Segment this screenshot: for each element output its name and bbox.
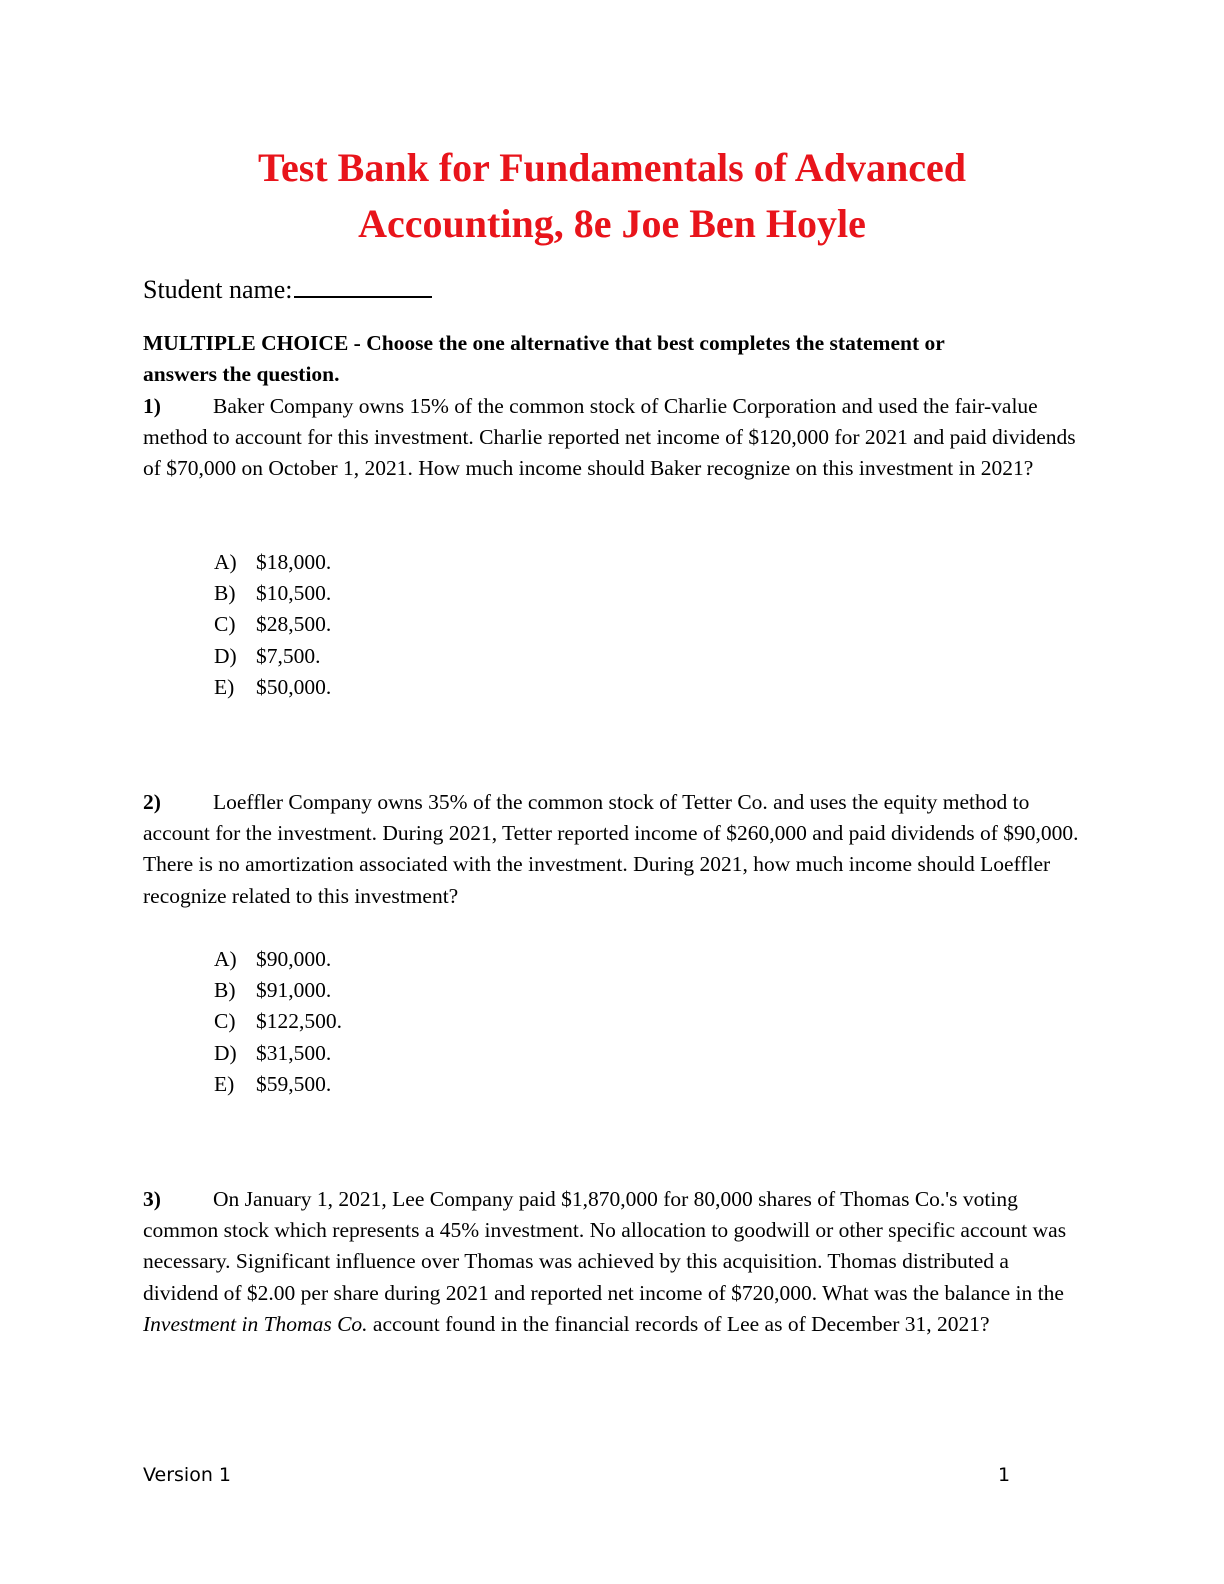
option-c: C) $122,500. <box>214 1009 342 1034</box>
question-1 <box>143 391 1083 485</box>
option-e: E) $59,500. <box>214 1071 332 1096</box>
student-name-field <box>143 272 432 307</box>
question-text: Baker Company owns 15% of the common stock of Charlie Corporation and used the fair-value method to account for this investment. Charlie reported net income of $120,000 for 2021 and paid dividends of $70,000 on October 1, 2021. How much income should Baker recognize on this investment in 2021? <box>143 394 1076 481</box>
question-number: 1) <box>143 394 161 418</box>
question-number: 2) <box>143 790 161 814</box>
instructions-line-1: MULTIPLE CHOICE - Choose the one alternative that best completes the statement or <box>143 331 945 355</box>
question-text: On January 1, 2021, Lee Company paid $1,870,000 for 80,000 shares of Thomas Co.'s voting common stock which represents a 45% investment. No allocation to goodwill or other specific account was necessary. Significant influence over Thomas was achieved by this acquisition. Thomas distributed a dividend of $2.00 per share during 2021 and reported net income of $720,000. What was the balance in the <box>143 1187 1067 1305</box>
footer-version: Version 1 <box>143 1464 231 1486</box>
option-d: D) $7,500. <box>214 643 321 668</box>
option-c: C) $28,500. <box>214 612 332 637</box>
question-text: Loeffler Company owns 35% of the common stock of Tetter Co. and uses the equity method to account for the investment. During 2021, Tetter reported income of $260,000 and paid dividends of $90,000. There is no amortization associated with the investment. During 2021, how much income should Loeffler recognize related to this investment? <box>143 790 1079 908</box>
question-2-options <box>214 944 342 1100</box>
instructions-line-2: answers the question. <box>143 362 340 386</box>
option-d: D) $31,500. <box>214 1040 332 1065</box>
footer-page-number: 1 <box>998 1464 1011 1486</box>
document-title-line-1: Test Bank for Fundamentals of Advanced <box>258 145 966 190</box>
option-a: A) $90,000. <box>214 947 332 971</box>
student-name-label: Student name: <box>143 275 293 304</box>
question-text-italic: Investment in Thomas Co. <box>143 1311 368 1336</box>
question-2 <box>143 787 1083 912</box>
option-a: A) $18,000. <box>214 550 332 574</box>
student-name-blank <box>294 272 432 298</box>
option-b: B) $91,000. <box>214 978 332 1003</box>
option-e: E) $50,000. <box>214 674 332 699</box>
option-b: B) $10,500. <box>214 581 332 606</box>
question-number: 3) <box>143 1187 161 1211</box>
section-instructions <box>143 328 1073 390</box>
document-title-line-2: Accounting, 8e Joe Ben Hoyle <box>358 201 866 246</box>
question-1-options <box>214 547 331 703</box>
question-3 <box>143 1184 1083 1340</box>
question-text-end: account found in the financial records of Lee as of December 31, 2021? <box>367 1311 990 1336</box>
